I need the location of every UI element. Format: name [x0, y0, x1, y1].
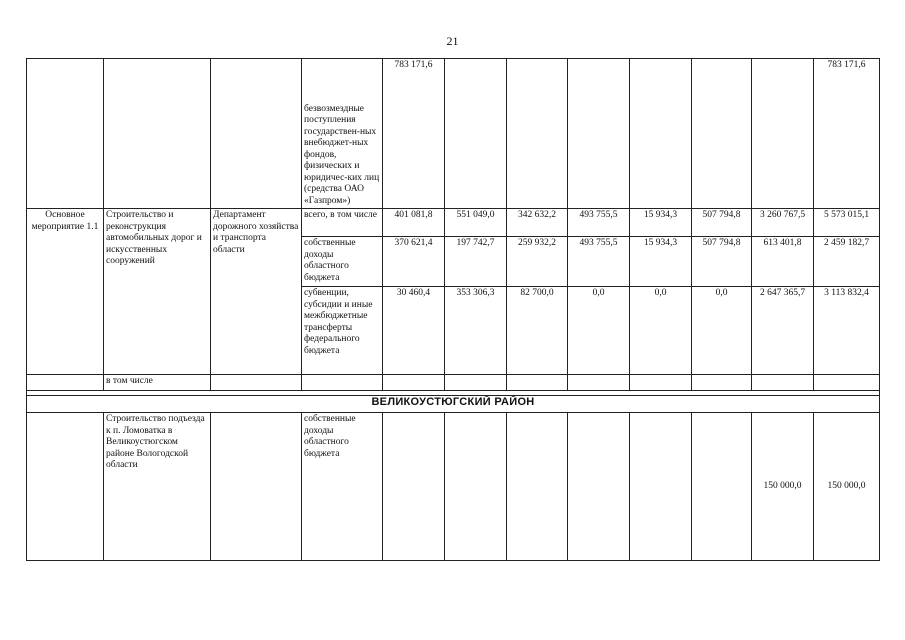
funding-source-cell: собственные доходы областного бюджета — [302, 413, 383, 561]
value-cell — [445, 413, 507, 561]
empty-cell — [445, 375, 507, 391]
value-cell: 82 700,0 — [507, 287, 568, 375]
value-cell: 3 113 832,4 — [814, 287, 880, 375]
value-cell: 342 632,2 — [507, 209, 568, 237]
table-row — [27, 375, 880, 391]
value-cell — [507, 413, 568, 561]
value-cell — [507, 59, 568, 209]
executor-cell: Департамент дорожного хозяйства и транспорта области — [211, 209, 302, 375]
value-cell: 353 306,3 — [445, 287, 507, 375]
funding-source-cell: субвенции, субсидии и иные межбюджетные трансферты федерального бюджета — [302, 287, 383, 375]
value-cell: 15 934,3 — [630, 209, 692, 237]
value-cell: 507 794,8 — [692, 209, 752, 237]
empty-cell — [27, 59, 104, 209]
value-cell — [692, 413, 752, 561]
value-cell — [630, 413, 692, 561]
value-cell: 150 000,0 — [814, 413, 880, 561]
empty-cell — [507, 375, 568, 391]
value-cell: 493 755,5 — [568, 237, 630, 287]
value-cell: 493 755,5 — [568, 209, 630, 237]
value-cell — [752, 59, 814, 209]
value-cell — [568, 413, 630, 561]
table-row — [27, 396, 880, 413]
value-cell — [630, 59, 692, 209]
empty-cell — [27, 375, 104, 391]
empty-cell — [211, 59, 302, 209]
empty-cell — [752, 375, 814, 391]
value-cell: 370 621,4 — [383, 237, 445, 287]
page-number: 21 — [446, 34, 459, 48]
value-cell: 5 573 015,1 — [814, 209, 880, 237]
value-cell: 2 459 182,7 — [814, 237, 880, 287]
empty-cell — [383, 375, 445, 391]
value-cell: 0,0 — [630, 287, 692, 375]
value-cell: 3 260 767,5 — [752, 209, 814, 237]
value-cell — [692, 59, 752, 209]
empty-cell — [27, 413, 104, 561]
value-cell — [568, 59, 630, 209]
value-cell: 0,0 — [568, 287, 630, 375]
value-cell — [445, 59, 507, 209]
table-row — [27, 413, 880, 561]
value-cell: 551 049,0 — [445, 209, 507, 237]
value-cell: 15 934,3 — [630, 237, 692, 287]
value-cell: 783 171,6 — [814, 59, 880, 209]
measure-name-cell: Строительство и реконструкция автомобильных дорог и искусственных сооружений — [104, 209, 211, 375]
value-cell — [383, 413, 445, 561]
empty-cell — [104, 59, 211, 209]
empty-cell — [211, 375, 302, 391]
value-cell: 30 460,4 — [383, 287, 445, 375]
table-row — [27, 59, 880, 209]
region-header: ВЕЛИКОУСТЮГСКИЙ РАЙОН — [27, 396, 880, 413]
value-cell: 401 081,8 — [383, 209, 445, 237]
measure-type-cell: Основное мероприятие 1.1 — [27, 209, 104, 375]
value-cell: 2 647 365,7 — [752, 287, 814, 375]
value-cell: 150 000,0 — [752, 413, 814, 561]
funding-source-cell: всего, в том числе — [302, 209, 383, 237]
including-label-cell: в том числе — [104, 375, 211, 391]
value-cell: 259 932,2 — [507, 237, 568, 287]
empty-cell — [692, 375, 752, 391]
funding-source-cell: собственные доходы областного бюджета — [302, 237, 383, 287]
value-cell: 197 742,7 — [445, 237, 507, 287]
empty-cell — [211, 413, 302, 561]
table-row — [27, 209, 880, 237]
value-cell: 507 794,8 — [692, 237, 752, 287]
empty-cell — [302, 375, 383, 391]
value-cell: 613 401,8 — [752, 237, 814, 287]
funding-source-cell: безвозмездные поступления государствен-ных внебюджет-ных фондов, физических и юридичес-ких лиц (средства ОАО «Газпром») — [302, 59, 383, 209]
budget-table — [26, 58, 880, 561]
value-cell: 783 171,6 — [383, 59, 445, 209]
empty-cell — [630, 375, 692, 391]
empty-cell — [568, 375, 630, 391]
value-cell: 0,0 — [692, 287, 752, 375]
empty-cell — [814, 375, 880, 391]
object-name-cell: Строительство подъезда к п. Ломоватка в Великоустюгском районе Вологодской области — [104, 413, 211, 561]
